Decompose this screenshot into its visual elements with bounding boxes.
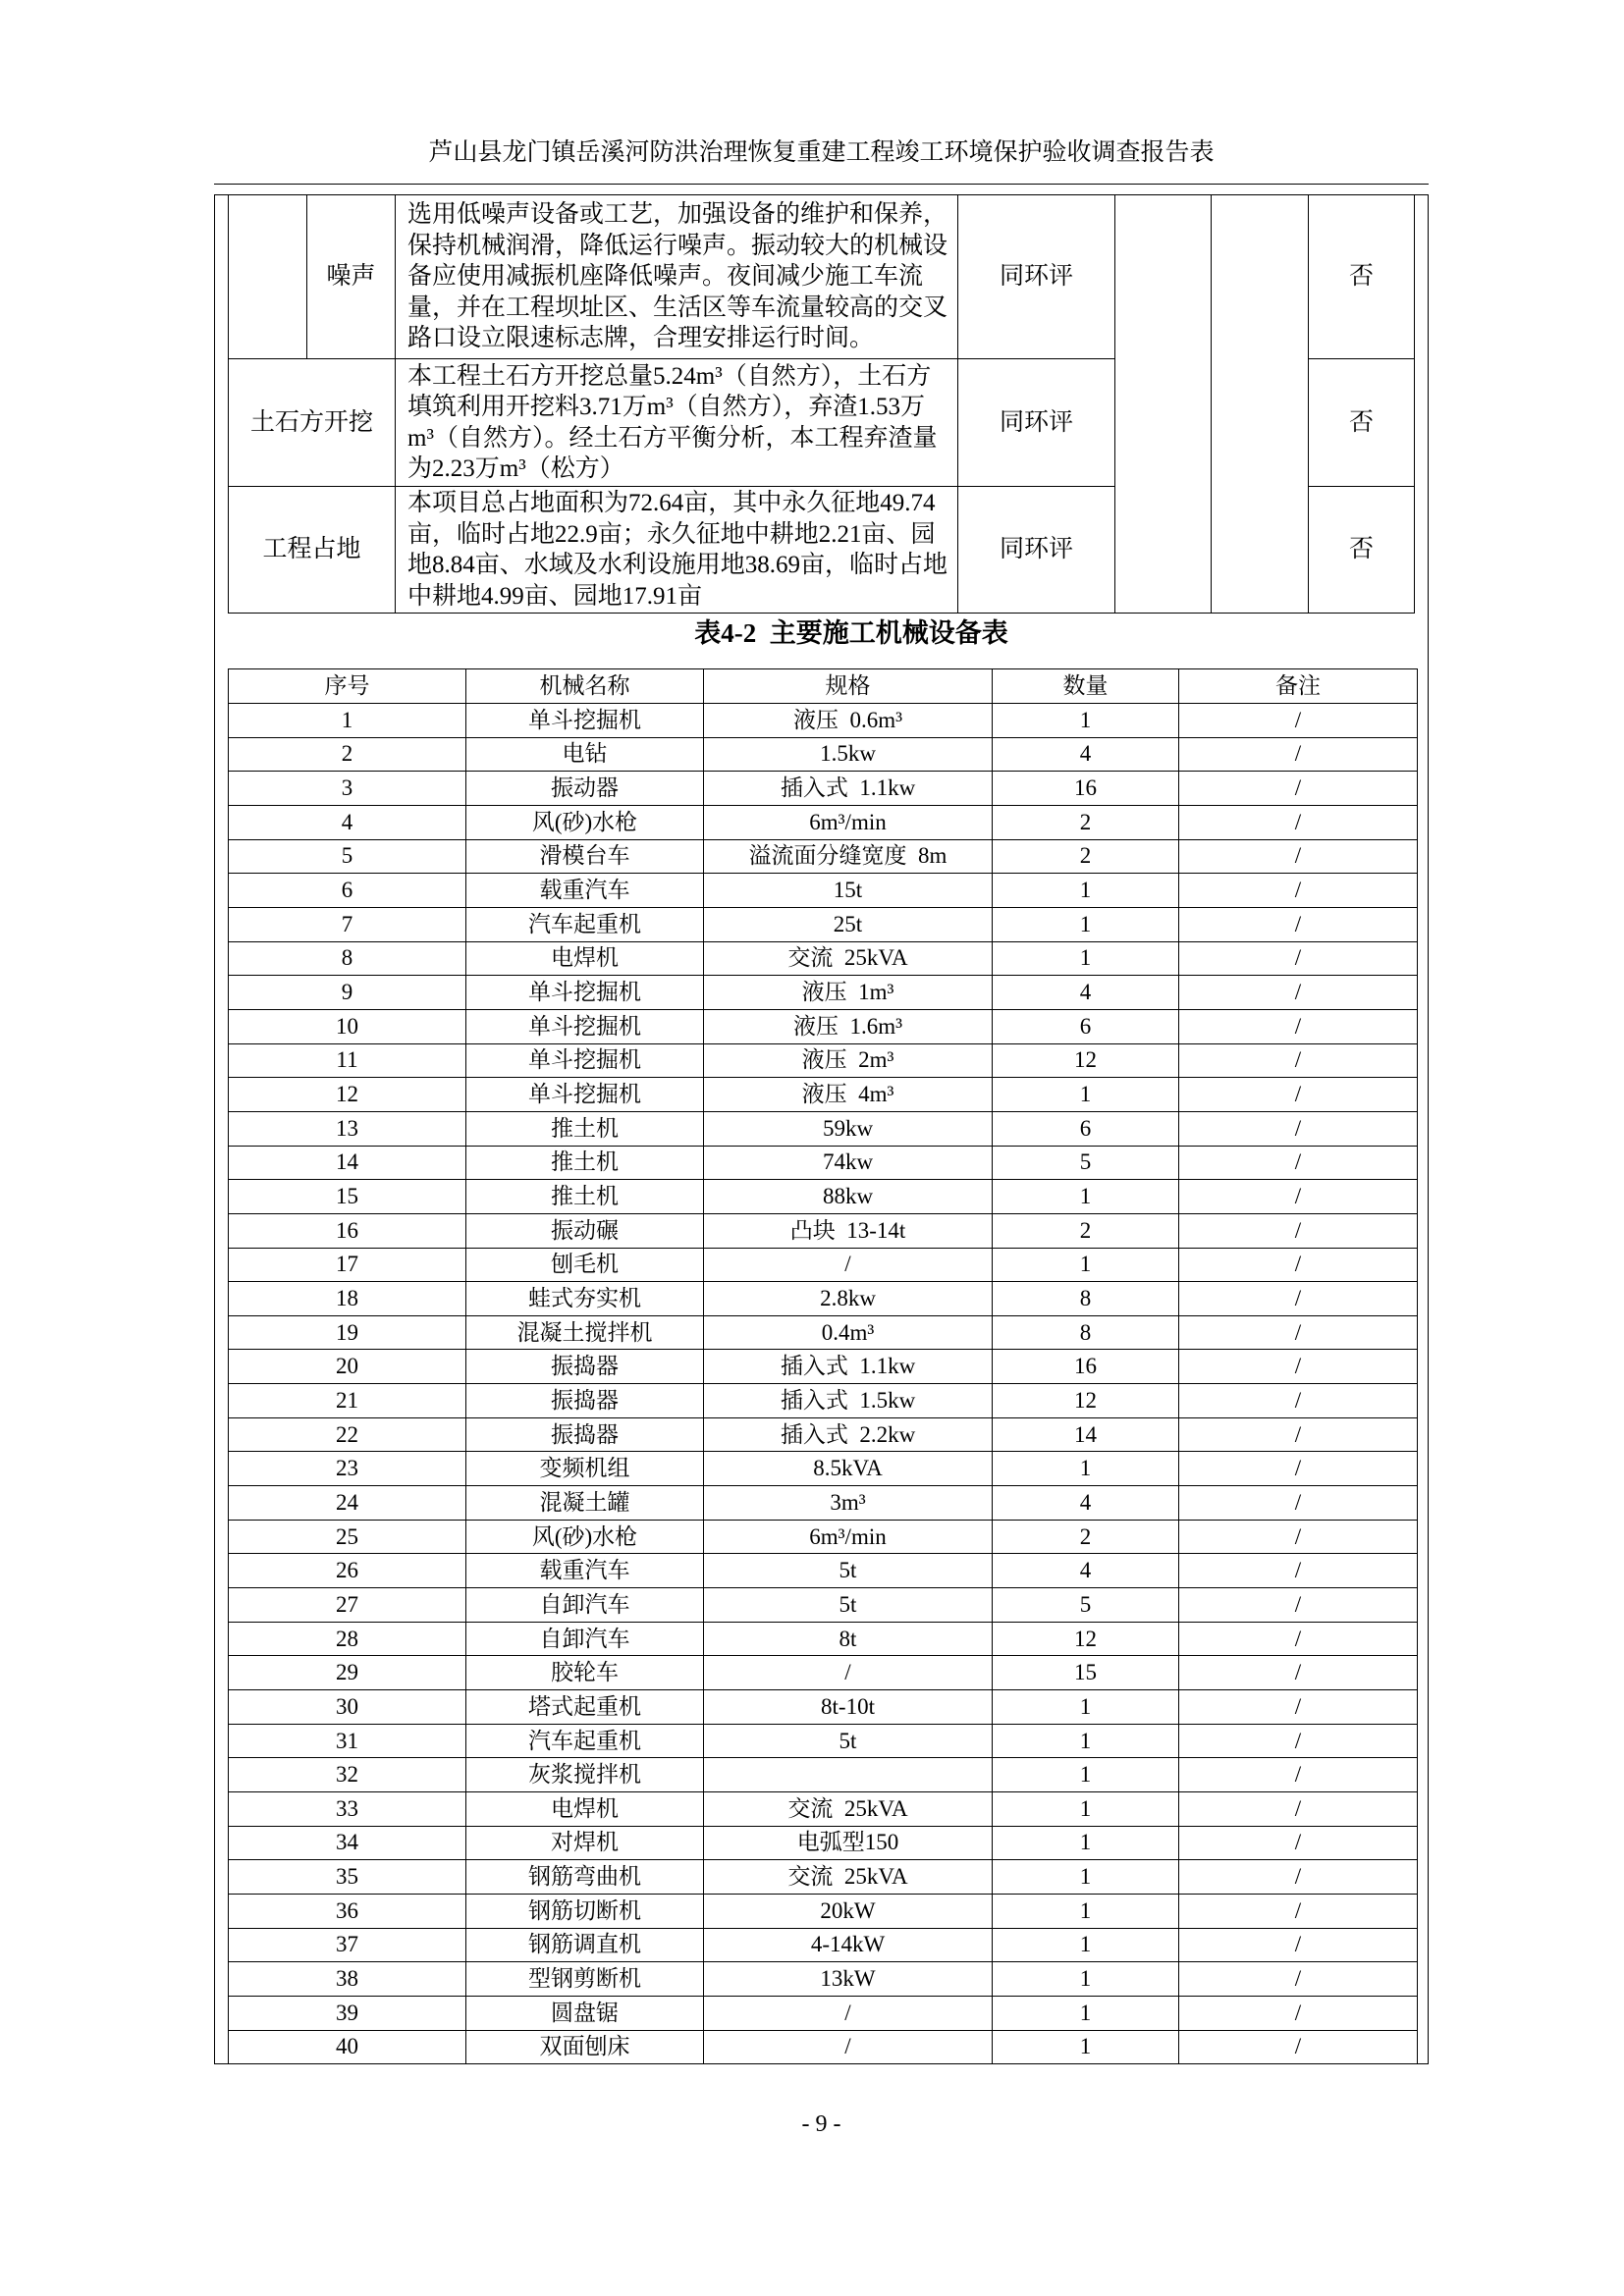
- quantity-cell: 14: [993, 1417, 1179, 1452]
- remark-cell: /: [1179, 805, 1418, 839]
- equipment-row: [229, 805, 1418, 839]
- equipment-name-cell: 载重汽车: [466, 1554, 704, 1588]
- equipment-name-cell: 汽车起重机: [466, 907, 704, 941]
- equipment-row: [229, 941, 1418, 976]
- env-measures-line: m³（自然方）。经土石方平衡分析，本工程弃渣量: [407, 424, 938, 452]
- quantity-cell: 1: [993, 2030, 1179, 2064]
- equipment-row: [229, 1111, 1418, 1146]
- env-measures-line: 选用低噪声设备或工艺，加强设备的维护和保养，: [407, 201, 948, 229]
- equipment-row: [229, 1009, 1418, 1043]
- env-measures-line: 填筑利用开挖料3.71万m³（自然方），弃渣1.53万: [407, 394, 925, 420]
- spec-cell: 59kw: [704, 1111, 993, 1146]
- spec-cell: 液压 1m³: [704, 976, 993, 1010]
- env-measures-line: 本工程土石方开挖总量5.24m³（自然方），土石方: [407, 362, 932, 390]
- spec-cell: 74kw: [704, 1146, 993, 1180]
- spec-cell: 液压 4m³: [704, 1078, 993, 1112]
- row-number-cell: 40: [229, 2030, 466, 2064]
- row-number-cell: 19: [229, 1315, 466, 1350]
- equipment-row: [229, 1213, 1418, 1248]
- spec-cell: 交流 25kVA: [704, 941, 993, 976]
- quantity-cell: 1: [993, 1996, 1179, 2030]
- equipment-name-cell: 电钻: [466, 737, 704, 772]
- remark-cell: /: [1179, 1248, 1418, 1282]
- row-number-cell: 10: [229, 1009, 466, 1043]
- spec-cell: 2.8kw: [704, 1282, 993, 1316]
- row-number-cell: 20: [229, 1350, 466, 1384]
- remark-cell: /: [1179, 1656, 1418, 1690]
- spec-cell: 交流 25kVA: [704, 1792, 993, 1827]
- row-number-cell: 32: [229, 1758, 466, 1792]
- equipment-name-cell: 型钢剪断机: [466, 1962, 704, 1997]
- equipment-name-cell: 振捣器: [466, 1384, 704, 1418]
- spec-cell: 1.5kw: [704, 737, 993, 772]
- quantity-cell: 16: [993, 1350, 1179, 1384]
- remark-cell: /: [1179, 1860, 1418, 1895]
- remark-cell: /: [1179, 772, 1418, 806]
- remark-cell: /: [1179, 874, 1418, 908]
- equipment-row: [229, 1724, 1418, 1758]
- spec-cell: /: [704, 1248, 993, 1282]
- row-number-cell: 4: [229, 805, 466, 839]
- equipment-row: [229, 737, 1418, 772]
- equipment-name-cell: 双面刨床: [466, 2030, 704, 2064]
- remark-cell: /: [1179, 1554, 1418, 1588]
- equipment-table-body: [229, 704, 1418, 2064]
- spec-cell: 插入式 2.2kw: [704, 1417, 993, 1452]
- equipment-row: [229, 907, 1418, 941]
- equipment-row: [229, 1315, 1418, 1350]
- row-number-cell: 16: [229, 1213, 466, 1248]
- remark-cell: /: [1179, 1962, 1418, 1997]
- equipment-name-cell: 电焊机: [466, 1792, 704, 1827]
- env-measures-cell: [396, 487, 958, 614]
- remark-cell: /: [1179, 1724, 1418, 1758]
- spec-cell: 5t: [704, 1588, 993, 1623]
- row-number-cell: 2: [229, 737, 466, 772]
- remark-cell: /: [1179, 1384, 1418, 1418]
- equipment-name-cell: 滑模台车: [466, 839, 704, 874]
- equipment-row: [229, 1452, 1418, 1486]
- row-number-cell: 29: [229, 1656, 466, 1690]
- quantity-cell: 1: [993, 1860, 1179, 1895]
- remark-cell: /: [1179, 1792, 1418, 1827]
- quantity-cell: 4: [993, 1486, 1179, 1521]
- row-number-cell: 35: [229, 1860, 466, 1895]
- equipment-row: [229, 1792, 1418, 1827]
- equipment-row: [229, 1520, 1418, 1554]
- row-number-cell: 13: [229, 1111, 466, 1146]
- remark-cell: /: [1179, 1417, 1418, 1452]
- equipment-row: [229, 704, 1418, 738]
- env-row: [229, 195, 1415, 359]
- spec-cell: 13kW: [704, 1962, 993, 1997]
- equipment-row: [229, 1758, 1418, 1792]
- equipment-table-title: 表4-2 主要施工机械设备表: [694, 618, 1008, 648]
- equipment-row: [229, 1417, 1418, 1452]
- equipment-column-header: 机械名称: [466, 669, 704, 704]
- equipment-row: [229, 1282, 1418, 1316]
- equipment-name-cell: 推土机: [466, 1111, 704, 1146]
- environmental-measures-table: [228, 194, 1415, 614]
- quantity-cell: 12: [993, 1043, 1179, 1078]
- quantity-cell: 2: [993, 1213, 1179, 1248]
- equipment-row: [229, 874, 1418, 908]
- spec-cell: [704, 1758, 993, 1792]
- equipment-name-cell: 蛙式夯实机: [466, 1282, 704, 1316]
- remark-cell: /: [1179, 1282, 1418, 1316]
- equipment-table-header-row: [229, 669, 1418, 704]
- equipment-name-cell: 胶轮车: [466, 1656, 704, 1690]
- equipment-table: [228, 668, 1418, 2064]
- quantity-cell: 1: [993, 1826, 1179, 1860]
- env-eia-cell: 同环评: [958, 487, 1115, 614]
- env-parent-category-cell: [229, 195, 307, 359]
- row-number-cell: 17: [229, 1248, 466, 1282]
- spec-cell: 8.5kVA: [704, 1452, 993, 1486]
- equipment-row: [229, 1962, 1418, 1997]
- quantity-cell: 1: [993, 1758, 1179, 1792]
- spec-cell: 电弧型150: [704, 1826, 993, 1860]
- env-measures-line: 为2.23万m³（松方）: [407, 455, 624, 482]
- equipment-row: [229, 1588, 1418, 1623]
- quantity-cell: 1: [993, 874, 1179, 908]
- row-number-cell: 28: [229, 1622, 466, 1656]
- env-changed-cell: 否: [1309, 195, 1415, 359]
- equipment-name-cell: 钢筋调直机: [466, 1928, 704, 1962]
- spec-cell: 15t: [704, 874, 993, 908]
- quantity-cell: 1: [993, 1180, 1179, 1214]
- spec-cell: 3m³: [704, 1486, 993, 1521]
- equipment-row: [229, 1690, 1418, 1725]
- row-number-cell: 14: [229, 1146, 466, 1180]
- remark-cell: /: [1179, 1486, 1418, 1521]
- row-number-cell: 26: [229, 1554, 466, 1588]
- equipment-name-cell: 单斗挖掘机: [466, 1009, 704, 1043]
- row-number-cell: 8: [229, 941, 466, 976]
- quantity-cell: 8: [993, 1315, 1179, 1350]
- equipment-table-head: [229, 669, 1418, 704]
- quantity-cell: 1: [993, 1452, 1179, 1486]
- env-eia-cell: 同环评: [958, 195, 1115, 359]
- equipment-name-cell: 混凝土罐: [466, 1486, 704, 1521]
- spec-cell: 液压 2m³: [704, 1043, 993, 1078]
- env-eia-cell: 同环评: [958, 359, 1115, 487]
- env-measures-line: 保持机械润滑，降低运行噪声。振动较大的机械设: [407, 232, 948, 259]
- remark-cell: /: [1179, 1078, 1418, 1112]
- quantity-cell: 1: [993, 1792, 1179, 1827]
- row-number-cell: 39: [229, 1996, 466, 2030]
- spec-cell: 4-14kW: [704, 1928, 993, 1962]
- quantity-cell: 1: [993, 941, 1179, 976]
- equipment-column-header: 序号: [229, 669, 466, 704]
- spec-cell: 6m³/min: [704, 1520, 993, 1554]
- remark-cell: /: [1179, 976, 1418, 1010]
- spec-cell: /: [704, 1656, 993, 1690]
- spec-cell: 25t: [704, 907, 993, 941]
- quantity-cell: 12: [993, 1622, 1179, 1656]
- env-measures-line: 备应使用减振机座降低噪声。夜间减少施工车流: [407, 263, 924, 291]
- env-measures-cell: [396, 195, 958, 359]
- equipment-row: [229, 1146, 1418, 1180]
- remark-cell: /: [1179, 737, 1418, 772]
- row-number-cell: 36: [229, 1894, 466, 1928]
- remark-cell: /: [1179, 839, 1418, 874]
- quantity-cell: 5: [993, 1588, 1179, 1623]
- equipment-row: [229, 1860, 1418, 1895]
- spec-cell: /: [704, 1996, 993, 2030]
- equipment-name-cell: 单斗挖掘机: [466, 704, 704, 738]
- spec-cell: 插入式 1.1kw: [704, 1350, 993, 1384]
- quantity-cell: 1: [993, 907, 1179, 941]
- spec-cell: 8t: [704, 1622, 993, 1656]
- env-measures-line: 本项目总占地面积为72.64亩，其中永久征地49.74: [407, 490, 936, 516]
- spec-cell: 6m³/min: [704, 805, 993, 839]
- quantity-cell: 12: [993, 1384, 1179, 1418]
- env-category-cell: 土石方开挖: [229, 359, 396, 487]
- spec-cell: 交流 25kVA: [704, 1860, 993, 1895]
- spec-cell: 5t: [704, 1724, 993, 1758]
- equipment-row: [229, 1928, 1418, 1962]
- header-rule: [214, 184, 1429, 185]
- remark-cell: /: [1179, 1996, 1418, 2030]
- quantity-cell: 5: [993, 1146, 1179, 1180]
- page-number: - 9 -: [801, 2111, 841, 2137]
- env-category-cell: 噪声: [307, 195, 396, 359]
- row-number-cell: 34: [229, 1826, 466, 1860]
- quantity-cell: 2: [993, 805, 1179, 839]
- spec-cell: 凸块 13-14t: [704, 1213, 993, 1248]
- remark-cell: /: [1179, 1588, 1418, 1623]
- spec-cell: 20kW: [704, 1894, 993, 1928]
- quantity-cell: 4: [993, 737, 1179, 772]
- quantity-cell: 1: [993, 1248, 1179, 1282]
- equipment-row: [229, 976, 1418, 1010]
- equipment-name-cell: 风(砂)水枪: [466, 805, 704, 839]
- equipment-row: [229, 1248, 1418, 1282]
- spec-cell: 液压 0.6m³: [704, 704, 993, 738]
- environmental-measures-body: [229, 195, 1415, 614]
- equipment-name-cell: 变频机组: [466, 1452, 704, 1486]
- row-number-cell: 22: [229, 1417, 466, 1452]
- row-number-cell: 6: [229, 874, 466, 908]
- quantity-cell: 1: [993, 1690, 1179, 1725]
- quantity-cell: 4: [993, 976, 1179, 1010]
- quantity-cell: 1: [993, 1078, 1179, 1112]
- equipment-name-cell: 振捣器: [466, 1417, 704, 1452]
- equipment-name-cell: 振动碾: [466, 1213, 704, 1248]
- quantity-cell: 1: [993, 704, 1179, 738]
- remark-cell: /: [1179, 907, 1418, 941]
- equipment-name-cell: 混凝土搅拌机: [466, 1315, 704, 1350]
- equipment-name-cell: 汽车起重机: [466, 1724, 704, 1758]
- equipment-name-cell: 刨毛机: [466, 1248, 704, 1282]
- quantity-cell: 2: [993, 839, 1179, 874]
- remark-cell: /: [1179, 1452, 1418, 1486]
- equipment-row: [229, 1384, 1418, 1418]
- equipment-column-header: 数量: [993, 669, 1179, 704]
- spec-cell: 插入式 1.5kw: [704, 1384, 993, 1418]
- remark-cell: /: [1179, 1622, 1418, 1656]
- remark-cell: /: [1179, 1520, 1418, 1554]
- equipment-name-cell: 自卸汽车: [466, 1622, 704, 1656]
- quantity-cell: 1: [993, 1724, 1179, 1758]
- equipment-name-cell: 载重汽车: [466, 874, 704, 908]
- row-number-cell: 5: [229, 839, 466, 874]
- remark-cell: /: [1179, 1894, 1418, 1928]
- spec-cell: 0.4m³: [704, 1315, 993, 1350]
- equipment-row: [229, 1656, 1418, 1690]
- remark-cell: /: [1179, 1009, 1418, 1043]
- equipment-name-cell: 振捣器: [466, 1350, 704, 1384]
- env-measures-cell: [396, 359, 958, 487]
- spec-cell: /: [704, 2030, 993, 2064]
- row-number-cell: 33: [229, 1792, 466, 1827]
- equipment-row: [229, 1554, 1418, 1588]
- equipment-row: [229, 1826, 1418, 1860]
- quantity-cell: 6: [993, 1009, 1179, 1043]
- quantity-cell: 8: [993, 1282, 1179, 1316]
- spec-cell: 插入式 1.1kw: [704, 772, 993, 806]
- equipment-name-cell: 对焊机: [466, 1826, 704, 1860]
- env-measures-line: 亩，临时占地22.9亩；永久征地中耕地2.21亩、园: [407, 520, 936, 548]
- equipment-name-cell: 单斗挖掘机: [466, 1078, 704, 1112]
- remark-cell: /: [1179, 1111, 1418, 1146]
- equipment-row: [229, 1350, 1418, 1384]
- row-number-cell: 24: [229, 1486, 466, 1521]
- remark-cell: /: [1179, 1826, 1418, 1860]
- env-measures-line: 量，并在工程坝址区、生活区等车流量较高的交叉: [407, 294, 948, 321]
- row-number-cell: 18: [229, 1282, 466, 1316]
- env-category-cell: 工程占地: [229, 487, 396, 614]
- row-number-cell: 1: [229, 704, 466, 738]
- remark-cell: /: [1179, 704, 1418, 738]
- equipment-name-cell: 单斗挖掘机: [466, 976, 704, 1010]
- spec-cell: 5t: [704, 1554, 993, 1588]
- equipment-name-cell: 单斗挖掘机: [466, 1043, 704, 1078]
- row-number-cell: 21: [229, 1384, 466, 1418]
- row-number-cell: 37: [229, 1928, 466, 1962]
- row-number-cell: 15: [229, 1180, 466, 1214]
- row-number-cell: 38: [229, 1962, 466, 1997]
- remark-cell: /: [1179, 1213, 1418, 1248]
- spec-cell: 溢流面分缝宽度 8m: [704, 839, 993, 874]
- equipment-column-header: 备注: [1179, 669, 1418, 704]
- spec-cell: 液压 1.6m³: [704, 1009, 993, 1043]
- env-blank-column-cell: [1212, 195, 1309, 614]
- row-number-cell: 27: [229, 1588, 466, 1623]
- equipment-name-cell: 灰浆搅拌机: [466, 1758, 704, 1792]
- remark-cell: /: [1179, 1315, 1418, 1350]
- equipment-name-cell: 钢筋切断机: [466, 1894, 704, 1928]
- quantity-cell: 16: [993, 772, 1179, 806]
- row-number-cell: 7: [229, 907, 466, 941]
- quantity-cell: 1: [993, 1894, 1179, 1928]
- quantity-cell: 1: [993, 1962, 1179, 1997]
- row-number-cell: 12: [229, 1078, 466, 1112]
- equipment-row: [229, 1180, 1418, 1214]
- spec-cell: 8t-10t: [704, 1690, 993, 1725]
- remark-cell: /: [1179, 1350, 1418, 1384]
- equipment-row: [229, 1043, 1418, 1078]
- quantity-cell: 6: [993, 1111, 1179, 1146]
- equipment-name-cell: 钢筋弯曲机: [466, 1860, 704, 1895]
- row-number-cell: 23: [229, 1452, 466, 1486]
- remark-cell: /: [1179, 1043, 1418, 1078]
- equipment-name-cell: 振动器: [466, 772, 704, 806]
- remark-cell: /: [1179, 1690, 1418, 1725]
- remark-cell: /: [1179, 2030, 1418, 2064]
- env-changed-cell: 否: [1309, 487, 1415, 614]
- equipment-row: [229, 2030, 1418, 2064]
- equipment-column-header: 规格: [704, 669, 993, 704]
- equipment-name-cell: 塔式起重机: [466, 1690, 704, 1725]
- report-header-title: 芦山县龙门镇岳溪河防洪治理恢复重建工程竣工环境保护验收调查报告表: [428, 139, 1215, 166]
- remark-cell: /: [1179, 941, 1418, 976]
- equipment-row: [229, 1894, 1418, 1928]
- quantity-cell: 1: [993, 1928, 1179, 1962]
- equipment-row: [229, 839, 1418, 874]
- equipment-name-cell: 风(砂)水枪: [466, 1520, 704, 1554]
- equipment-name-cell: 圆盘锯: [466, 1996, 704, 2030]
- env-measures-line: 路口设立限速标志牌，合理安排运行时间。: [407, 325, 875, 352]
- row-number-cell: 25: [229, 1520, 466, 1554]
- row-number-cell: 31: [229, 1724, 466, 1758]
- spec-cell: 88kw: [704, 1180, 993, 1214]
- row-number-cell: 11: [229, 1043, 466, 1078]
- equipment-row: [229, 1486, 1418, 1521]
- equipment-name-cell: 推土机: [466, 1146, 704, 1180]
- remark-cell: /: [1179, 1758, 1418, 1792]
- row-number-cell: 30: [229, 1690, 466, 1725]
- equipment-row: [229, 1996, 1418, 2030]
- quantity-cell: 2: [993, 1520, 1179, 1554]
- equipment-row: [229, 1078, 1418, 1112]
- row-number-cell: 3: [229, 772, 466, 806]
- remark-cell: /: [1179, 1928, 1418, 1962]
- env-blank-column-cell: [1115, 195, 1212, 614]
- quantity-cell: 15: [993, 1656, 1179, 1690]
- equipment-row: [229, 772, 1418, 806]
- env-measures-line: 中耕地4.99亩、园地17.91亩: [407, 582, 703, 610]
- env-changed-cell: 否: [1309, 359, 1415, 487]
- remark-cell: /: [1179, 1146, 1418, 1180]
- equipment-name-cell: 推土机: [466, 1180, 704, 1214]
- remark-cell: /: [1179, 1180, 1418, 1214]
- equipment-name-cell: 电焊机: [466, 941, 704, 976]
- row-number-cell: 9: [229, 976, 466, 1010]
- equipment-name-cell: 自卸汽车: [466, 1588, 704, 1623]
- env-measures-line: 地8.84亩、水域及水利设施用地38.69亩，临时占地: [407, 552, 948, 578]
- equipment-row: [229, 1622, 1418, 1656]
- quantity-cell: 4: [993, 1554, 1179, 1588]
